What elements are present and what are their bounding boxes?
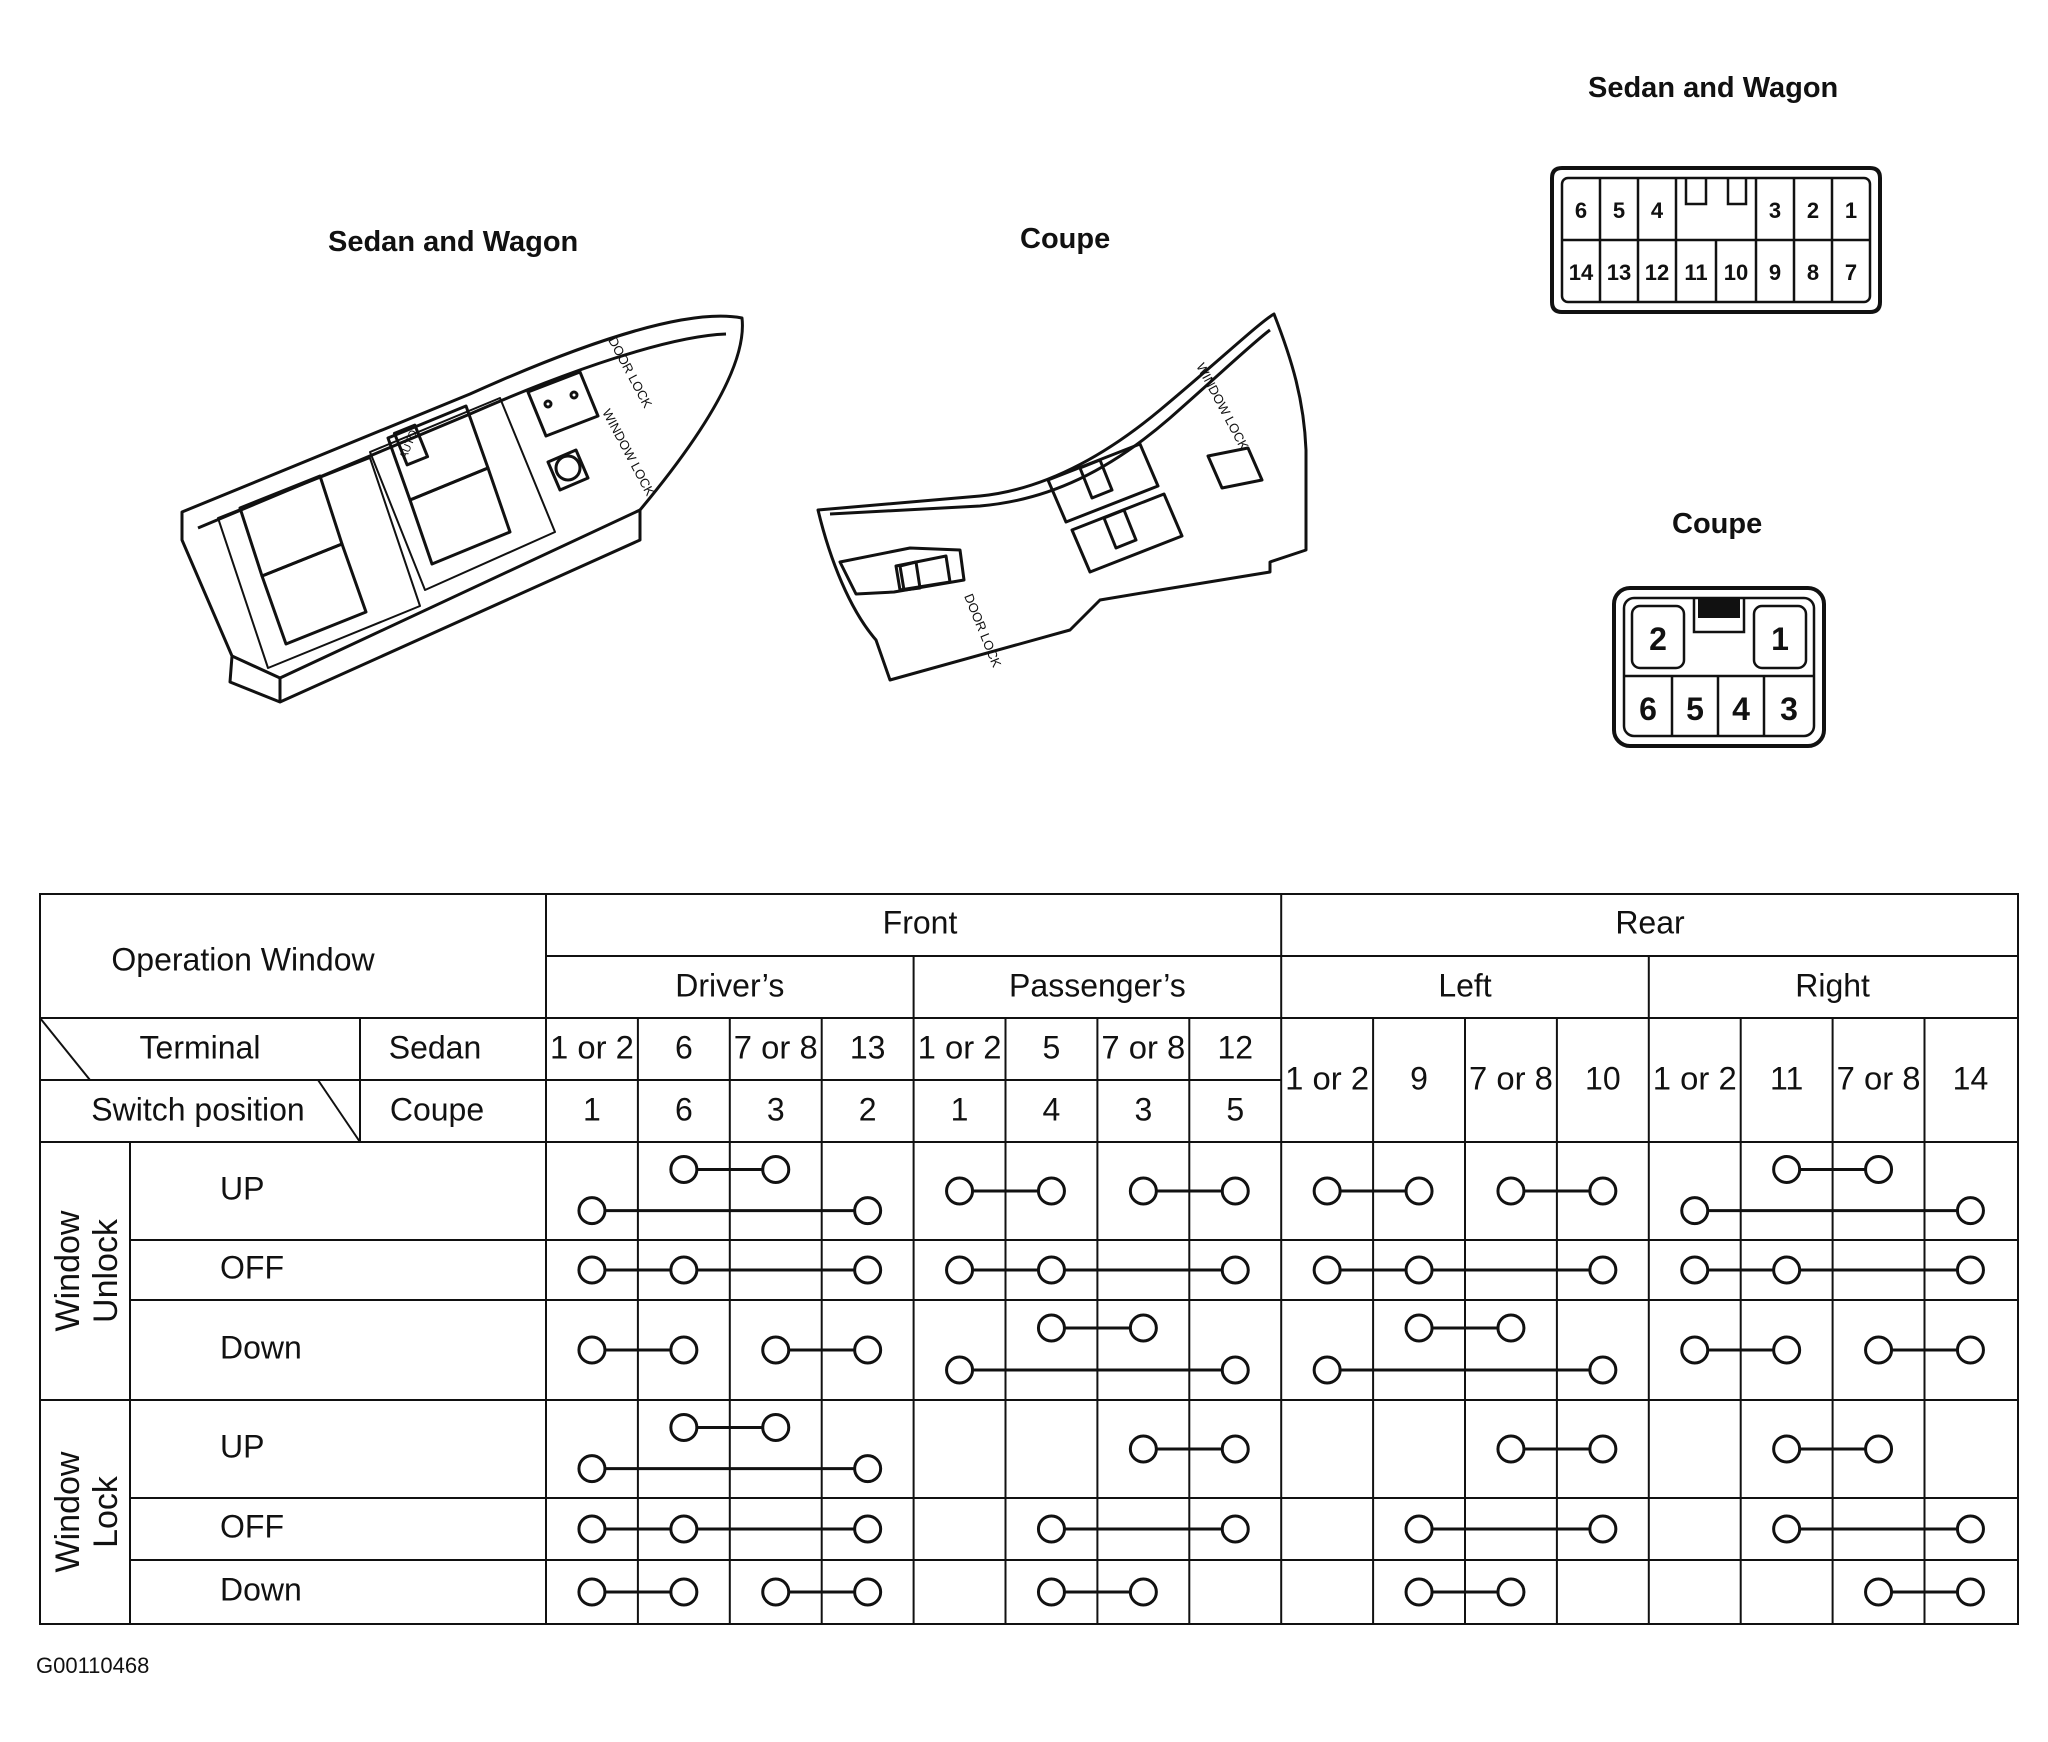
coupe-pin-1: 1 [1771,621,1789,657]
sedan-pin-8: 8 [1806,260,1820,285]
coupe-terminal-1: 6 [674,1091,693,1128]
sedan-wagon-switch-caption: Sedan and Wagon [328,226,579,258]
sedan-pin-7: 7 [1844,260,1858,285]
sedan-terminal-2: 7 or 8 [733,1029,818,1066]
coupe-switch-caption: Coupe [1020,223,1111,255]
terminal-node [855,1579,881,1605]
terminal-header: Terminal [139,1029,261,1066]
right-header: Right [1795,967,1870,1004]
terminal-node [1406,1178,1432,1204]
terminal-node [1406,1315,1432,1341]
coupe-terminal-6: 3 [1134,1091,1153,1128]
terminal-node [855,1516,881,1542]
terminal-node [1406,1516,1432,1542]
terminal-node [763,1414,789,1440]
terminal-node [1774,1436,1800,1462]
sedan-door-lock-label: DOOR LOCK [605,334,656,411]
terminal-node [1038,1579,1064,1605]
sedan-pin-3: 3 [1768,198,1782,223]
sedan-terminal-4: 1 or 2 [917,1029,1002,1066]
coupe-connector-caption: Coupe [1672,508,1763,540]
terminal-node [1866,1579,1892,1605]
switch-position-header: Switch position [91,1091,305,1128]
coupe-terminal-0: 1 [583,1091,601,1128]
coupe-header: Coupe [389,1091,485,1128]
terminal-node [1774,1156,1800,1182]
continuity-mark [1774,1516,1984,1542]
rear-terminal-0: 1 or 2 [1285,1060,1370,1097]
terminal-node [579,1516,605,1542]
continuity-mark [1038,1516,1248,1542]
terminal-node [1957,1198,1983,1224]
terminal-node [763,1156,789,1182]
left-header: Left [1438,967,1492,1004]
terminal-node [1498,1579,1524,1605]
sedan-pin-2: 2 [1806,198,1820,223]
terminal-node [1774,1516,1800,1542]
sedan-terminal-5: 5 [1042,1029,1061,1066]
terminal-node [947,1257,973,1283]
rear-terminal-2: 7 or 8 [1469,1060,1553,1097]
terminal-node [1957,1579,1983,1605]
terminal-node [1498,1315,1524,1341]
terminal-node [1866,1156,1892,1182]
terminal-node [1038,1178,1064,1204]
terminal-node [855,1456,881,1482]
terminal-node [579,1456,605,1482]
terminal-node [1038,1516,1064,1542]
rear-terminal-6: 7 or 8 [1836,1060,1921,1097]
terminal-node [1222,1257,1248,1283]
terminal-node [1590,1357,1616,1383]
diagonal-line [40,1018,90,1080]
terminal-node [671,1579,697,1605]
terminal-node [1130,1178,1156,1204]
terminal-node [671,1516,697,1542]
rear-terminal-5: 11 [1770,1060,1804,1097]
operation-window-header: Operation Window [111,941,375,978]
coupe-pin-4: 4 [1732,691,1750,727]
sedan-window-lock-label: WINDOW LOCK [599,406,658,499]
terminal-node [1682,1337,1708,1363]
terminal-node [1682,1257,1708,1283]
terminal-node [1774,1257,1800,1283]
switch-position-1: OFF [220,1249,284,1286]
switch-position-3: UP [220,1428,265,1465]
drivers-header: Driver’s [675,967,785,1004]
terminal-node [1130,1436,1156,1462]
terminal-node [763,1337,789,1363]
terminal-node [1957,1337,1983,1363]
terminal-node [1222,1357,1248,1383]
terminal-node [855,1198,881,1224]
sedan-terminal-0: 1 or 2 [550,1029,634,1066]
coupe-terminal-7: 5 [1226,1091,1245,1128]
terminal-node [671,1257,697,1283]
terminal-node [1222,1178,1248,1204]
terminal-node [947,1178,973,1204]
rear-terminal-7: 14 [1952,1060,1989,1097]
terminal-node [1590,1178,1616,1204]
coupe-pin-5: 5 [1686,691,1704,727]
switch-position-4: OFF [220,1508,284,1545]
terminal-node [855,1337,881,1363]
sedan-header: Sedan [388,1029,482,1066]
terminal-node [1406,1257,1432,1283]
terminal-node [671,1156,697,1182]
coupe-terminal-5: 4 [1042,1091,1061,1128]
rear-terminal-4: 1 or 2 [1652,1060,1737,1097]
rear-terminal-1: 9 [1410,1060,1428,1097]
sedan-connector-caption: Sedan and Wagon [1588,72,1839,104]
rear-header: Rear [1615,904,1685,941]
terminal-node [1130,1579,1156,1605]
sedan-terminal-3: 13 [849,1029,886,1066]
sedan-terminal-1: 6 [674,1029,693,1066]
sedan-terminal-7: 12 [1217,1029,1254,1066]
passengers-header: Passenger’s [1009,967,1186,1004]
terminal-node [579,1257,605,1283]
terminal-node [1866,1337,1892,1363]
terminal-node [1682,1198,1708,1224]
terminal-node [1590,1257,1616,1283]
figure-code: G00110468 [36,1653,150,1678]
sedan-pin-1: 1 [1844,198,1858,223]
terminal-node [579,1337,605,1363]
sedan-pin-9: 9 [1768,260,1782,285]
switch-position-5: Down [220,1571,302,1608]
terminal-node [1406,1579,1432,1605]
terminal-node [1314,1178,1340,1204]
front-header: Front [882,904,958,941]
group-label-1: WindowLock [49,1451,125,1573]
terminal-node [579,1579,605,1605]
sedan-pin-10: 10 [1723,260,1749,285]
terminal-node [1222,1516,1248,1542]
terminal-node [1866,1436,1892,1462]
sedan-pin-12: 12 [1644,260,1670,285]
terminal-node [1314,1257,1340,1283]
coupe-door-lock-label: DOOR LOCK [961,591,1005,670]
group-label-0: WindowUnlock [49,1210,125,1332]
terminal-node [1957,1516,1983,1542]
terminal-node [1314,1357,1340,1383]
terminal-node [1774,1337,1800,1363]
terminal-node [671,1414,697,1440]
terminal-node [579,1198,605,1224]
terminal-node [671,1337,697,1363]
switch-position-2: Down [220,1329,302,1366]
sedan-pin-11: 11 [1684,260,1708,285]
terminal-node [1222,1436,1248,1462]
sedan-pin-4: 4 [1650,198,1664,223]
continuity-mark [1406,1516,1616,1542]
coupe-pin-2: 2 [1649,621,1667,657]
sedan-pin-13: 13 [1606,260,1632,285]
coupe-terminal-4: 1 [950,1091,969,1128]
terminal-node [1590,1516,1616,1542]
terminal-node [1130,1315,1156,1341]
diagonal-line [318,1080,360,1142]
sedan-pin-14: 14 [1568,260,1594,285]
terminal-node [1498,1178,1524,1204]
terminal-node [947,1357,973,1383]
terminal-node [1590,1436,1616,1462]
switch-position-0: UP [220,1170,265,1207]
coupe-terminal-2: 3 [766,1091,785,1128]
svg-text:AUTO: AUTO [397,428,421,462]
coupe-pin-6: 6 [1639,691,1657,727]
table-frame [40,894,2018,1624]
rear-terminal-3: 10 [1585,1060,1621,1097]
terminal-node [1957,1257,1983,1283]
sedan-pin-5: 5 [1612,198,1626,223]
coupe-terminal-3: 2 [858,1091,877,1128]
terminal-node [763,1579,789,1605]
terminal-node [1038,1257,1064,1283]
coupe-window-lock-label: WINDOW LOCK [1193,360,1252,453]
sedan-terminal-6: 7 or 8 [1101,1029,1186,1066]
sedan-pin-6: 6 [1574,198,1588,223]
terminal-node [855,1257,881,1283]
terminal-node [1038,1315,1064,1341]
coupe-pin-3: 3 [1780,691,1798,727]
terminal-node [1498,1436,1524,1462]
